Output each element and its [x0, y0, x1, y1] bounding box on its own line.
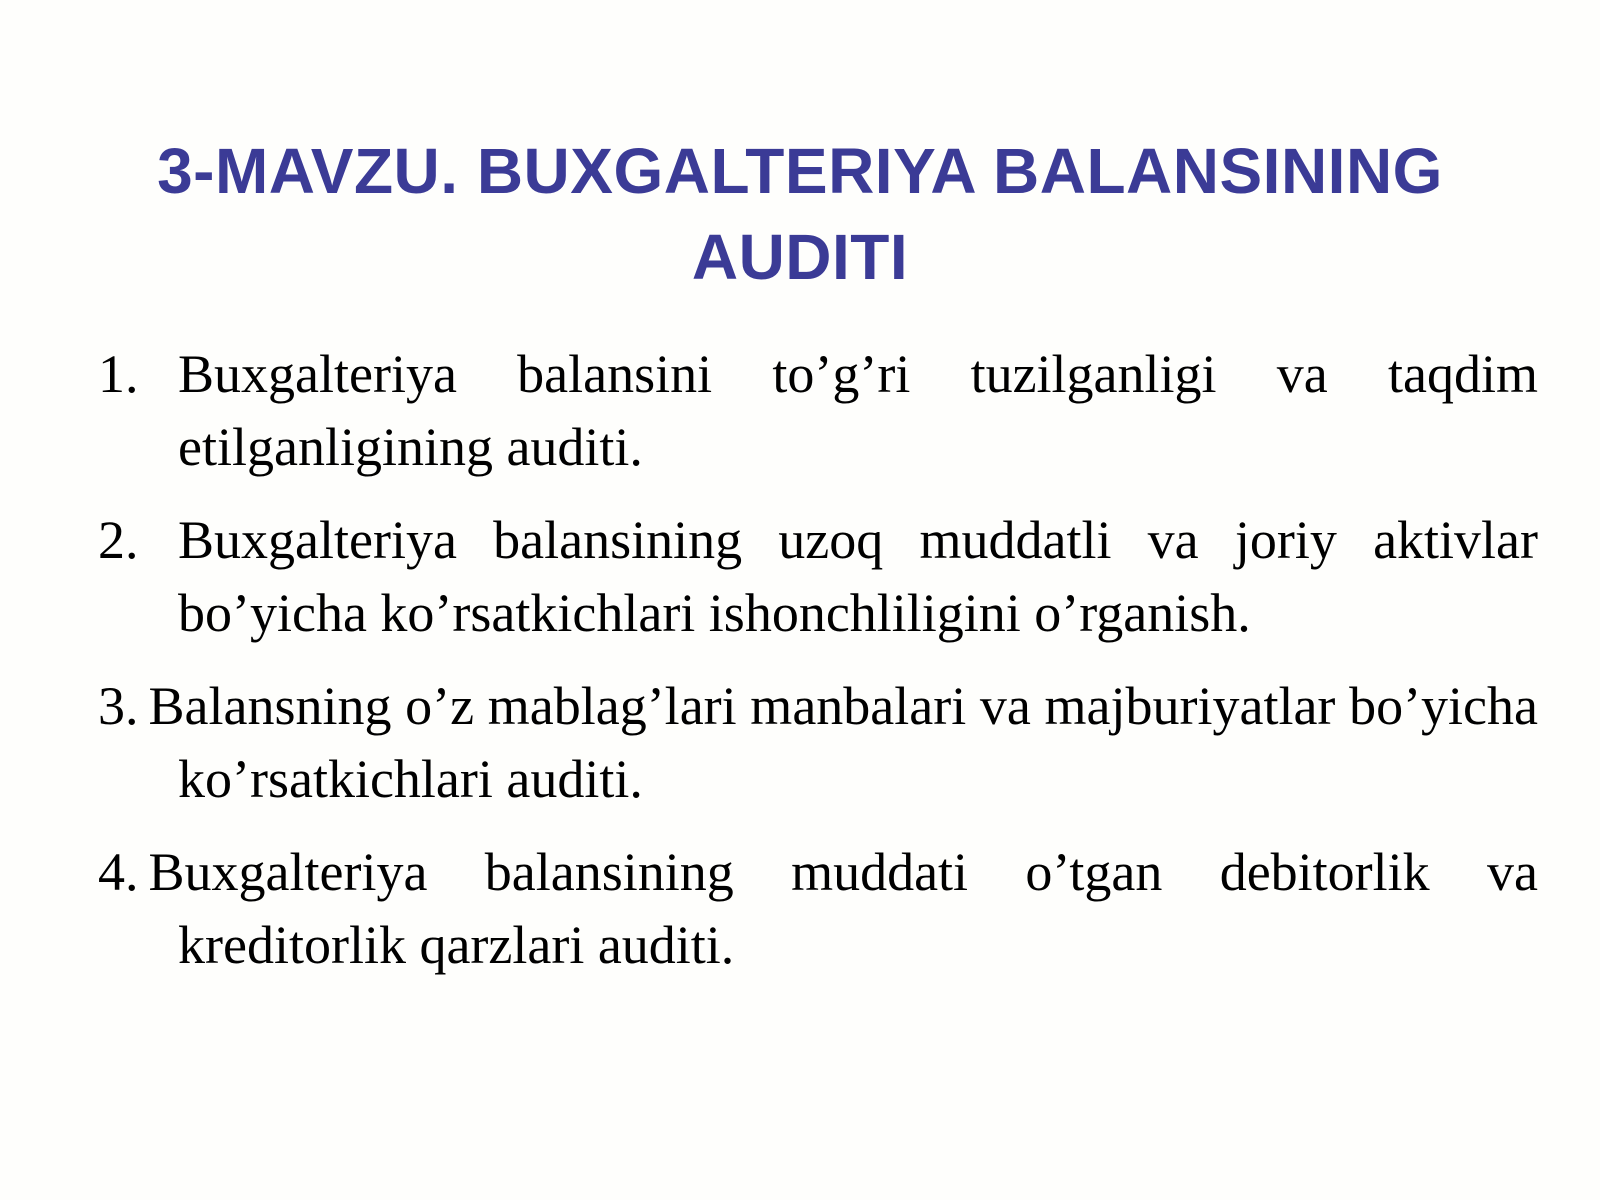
slide-title	[60, 128, 1540, 300]
list-item-3	[98, 670, 1538, 816]
list-item-text: Buxgalteriya balansini to’g’ri tuzilganligi va taqdim etilganligining auditi.	[178, 344, 1538, 477]
list-item-text: Buxgalteriya balansining uzoq muddatli va joriy aktivlar bo’yicha ko’rsatkichlari ishonchliligini o’rganish.	[178, 510, 1538, 643]
list-item-text: Balansning o’z mablag’lari manbalari va majburiyatlar bo’yicha ko’rsatkichlari auditi.	[148, 676, 1538, 809]
topic-list	[98, 338, 1538, 1002]
title-line-2: AUDITI	[691, 221, 909, 293]
list-item-2	[98, 504, 1538, 650]
list-item-4	[98, 836, 1538, 982]
list-item-1	[98, 338, 1538, 484]
list-item-number: 4.	[98, 842, 139, 902]
list-item-text: Buxgalteriya balansining muddati o’tgan debitorlik va kreditorlik qarzlari auditi.	[148, 842, 1538, 975]
list-item-number: 1.	[98, 344, 139, 404]
list-item-number: 3.	[98, 676, 139, 736]
title-line-1: 3-MAVZU. BUXGALTERIYA BALANSINING	[157, 135, 1443, 207]
list-item-number: 2.	[98, 510, 139, 570]
